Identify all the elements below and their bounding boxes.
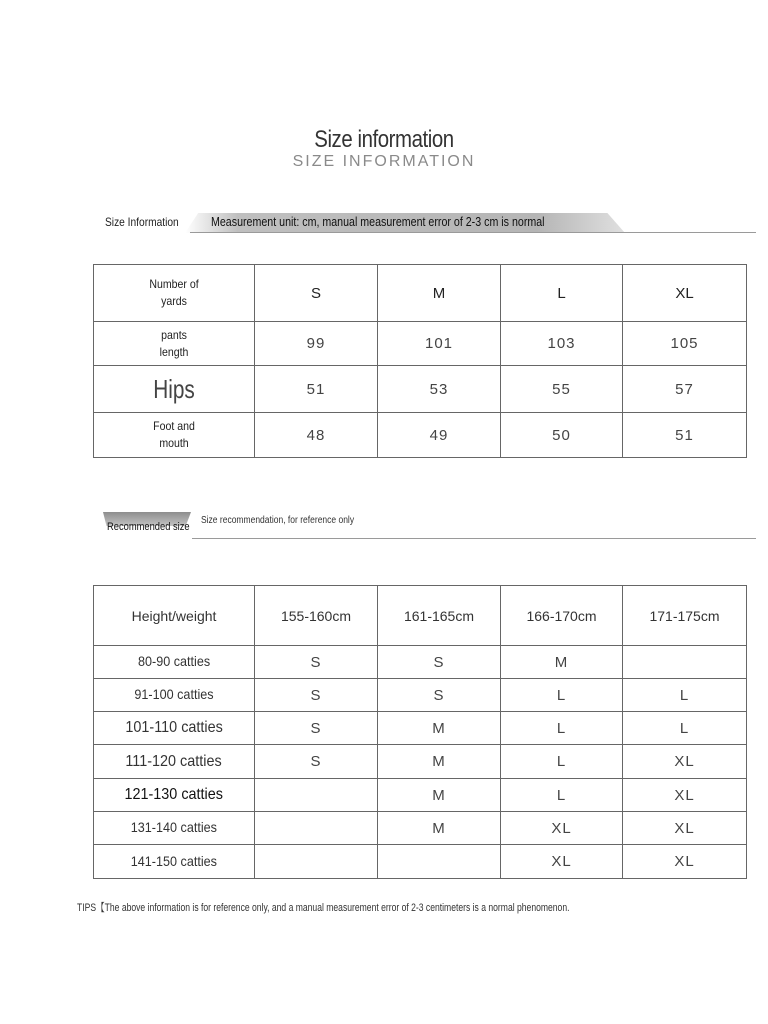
table-header-cell: M — [378, 265, 501, 322]
table-cell: 51 — [623, 413, 747, 458]
table-cell — [623, 646, 747, 679]
table-cell: 103 — [501, 322, 623, 366]
table-cell: XL — [623, 845, 747, 879]
table-row — [94, 812, 747, 845]
table-cell: XL — [501, 845, 623, 879]
table-header-cell: 166-170cm — [501, 586, 623, 646]
table-cell: 57 — [623, 366, 747, 413]
table-cell: S — [255, 646, 378, 679]
page-title: Size information — [314, 126, 454, 153]
table-header-cell: Height/weight — [94, 586, 255, 646]
row-label: 141-150 catties — [94, 845, 255, 879]
table-cell: L — [501, 779, 623, 812]
table-row — [94, 413, 747, 458]
recommend-section-label: Recommended size — [107, 521, 190, 533]
table-row — [94, 745, 747, 779]
table-cell: XL — [623, 779, 747, 812]
table-cell — [255, 779, 378, 812]
row-label: 80-90 catties — [94, 646, 255, 679]
table-row — [94, 366, 747, 413]
divider — [192, 538, 756, 539]
table-cell: 51 — [255, 366, 378, 413]
table-cell: M — [378, 745, 501, 779]
table-cell: XL — [501, 812, 623, 845]
table-cell: L — [501, 679, 623, 712]
table-cell: L — [623, 679, 747, 712]
table-row — [94, 712, 747, 745]
row-label: Hips — [94, 366, 255, 413]
table-cell: S — [255, 679, 378, 712]
table-cell: S — [255, 712, 378, 745]
row-label: 111-120 catties — [94, 745, 255, 779]
table-cell: L — [501, 745, 623, 779]
table-cell — [255, 812, 378, 845]
recommend-section-note: Size recommendation, for reference only — [201, 515, 355, 526]
row-label: 131-140 catties — [94, 812, 255, 845]
table-header-cell: 171-175cm — [623, 586, 747, 646]
recommendation-table — [93, 585, 747, 879]
table-cell: S — [378, 679, 501, 712]
table-cell: 53 — [378, 366, 501, 413]
table-header-cell: S — [255, 265, 378, 322]
table-cell — [255, 845, 378, 879]
table-header-cell: XL — [623, 265, 747, 322]
footer-tips: TIPS【The above information is for reference only, and a manual measurement error of 2-3 centimeters is a normal phenomenon. — [77, 902, 570, 914]
table-row — [94, 779, 747, 812]
table-cell: L — [501, 712, 623, 745]
page-subtitle: SIZE INFORMATION — [292, 153, 476, 170]
size-table — [93, 264, 747, 458]
row-label: pants length — [94, 322, 255, 366]
row-label: 101-110 catties — [94, 712, 255, 745]
row-label: Foot and mouth — [94, 413, 255, 458]
size-section-label: Size Information — [105, 215, 179, 229]
table-row — [94, 322, 747, 366]
table-cell — [378, 845, 501, 879]
table-cell: M — [378, 712, 501, 745]
size-section-note: Measurement unit: cm, manual measurement error of 2-3 cm is normal — [211, 214, 545, 229]
table-cell: XL — [623, 745, 747, 779]
table-cell: 99 — [255, 322, 378, 366]
table-cell: 101 — [378, 322, 501, 366]
table-cell: 48 — [255, 413, 378, 458]
table-cell: 49 — [378, 413, 501, 458]
table-header-cell: Number of yards — [94, 265, 255, 322]
table-header-cell: 161-165cm — [378, 586, 501, 646]
table-cell: M — [378, 779, 501, 812]
table-cell: L — [623, 712, 747, 745]
table-cell: XL — [623, 812, 747, 845]
table-row — [94, 845, 747, 879]
table-row — [94, 646, 747, 679]
table-header-row — [94, 265, 747, 322]
table-cell: S — [378, 646, 501, 679]
table-cell: 105 — [623, 322, 747, 366]
table-cell: 50 — [501, 413, 623, 458]
table-row — [94, 679, 747, 712]
table-header-row — [94, 586, 747, 646]
divider — [190, 232, 756, 233]
row-label: 91-100 catties — [94, 679, 255, 712]
table-header-cell: 155-160cm — [255, 586, 378, 646]
table-cell: M — [501, 646, 623, 679]
table-cell: M — [378, 812, 501, 845]
row-label: 121-130 catties — [94, 779, 255, 812]
table-cell: 55 — [501, 366, 623, 413]
table-cell: S — [255, 745, 378, 779]
table-header-cell: L — [501, 265, 623, 322]
